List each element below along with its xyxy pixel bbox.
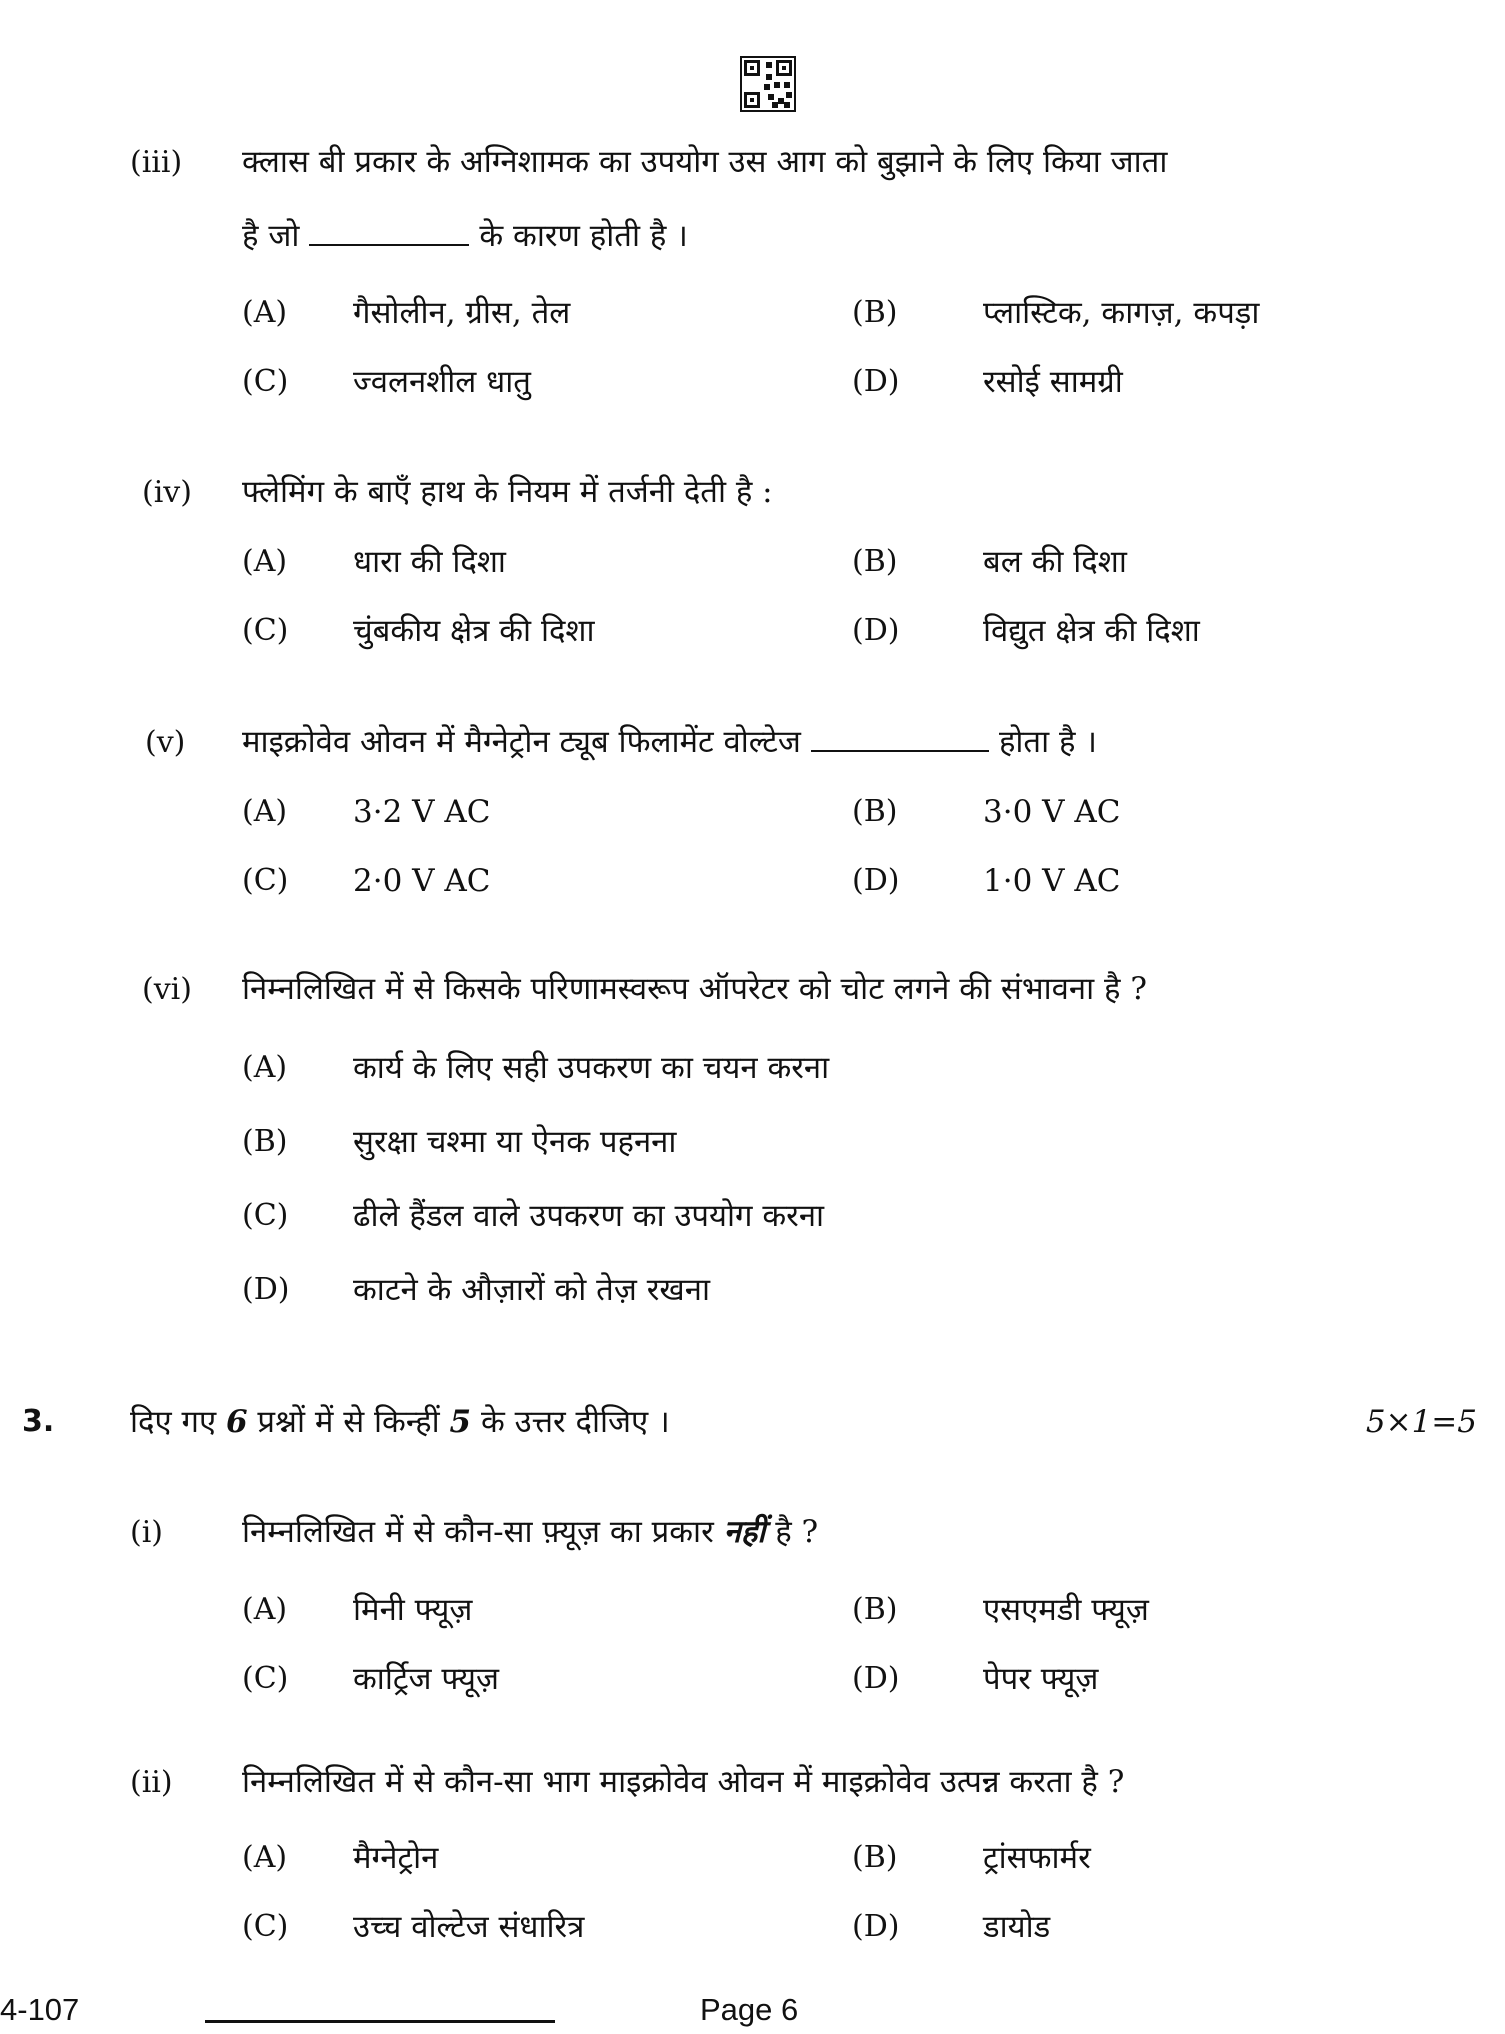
option-text: 2·0 V AC <box>353 863 491 899</box>
option-letter: (D) <box>852 613 900 648</box>
question-text: क्लास बी प्रकार के अग्निशामक का उपयोग उस आग को बुझाने के लिए किया जाता <box>242 144 1168 180</box>
option-letter: (D) <box>852 1661 900 1696</box>
option-text: प्लास्टिक, कागज़, कपड़ा <box>983 295 1260 331</box>
question-text: निम्नलिखित में से कौन-सा भाग माइक्रोवेव ओवन में माइक्रोवेव उत्पन्न करता है ? <box>242 1764 1125 1800</box>
question-text-part: है जो <box>242 218 300 254</box>
option-letter: (C) <box>242 863 289 898</box>
question-3-instruction <box>130 1402 670 1442</box>
question-text: फ्लेमिंग के बाएँ हाथ के नियम में तर्जनी देती है : <box>242 474 773 510</box>
marks-allocation: 5×1=5 <box>1365 1404 1477 1440</box>
emphasis-not: नहीं <box>723 1514 766 1550</box>
question-number: (vi) <box>142 972 192 1007</box>
instruction-part: के उत्तर दीजिए । <box>480 1404 670 1440</box>
option-letter: (D) <box>852 863 900 898</box>
instruction-count: 5 <box>449 1404 472 1440</box>
fill-blank <box>811 726 989 752</box>
question-text <box>242 722 1097 762</box>
option-letter: (C) <box>242 1661 289 1696</box>
instruction-count: 6 <box>225 1404 248 1440</box>
option-text: बल की दिशा <box>983 544 1127 580</box>
option-text: चुंबकीय क्षेत्र की दिशा <box>353 613 595 649</box>
option-text: सुरक्षा चश्मा या ऐनक पहनना <box>353 1124 677 1160</box>
paper-code: 4-107 <box>0 1992 80 2027</box>
option-text: कार्य के लिए सही उपकरण का चयन करना <box>353 1050 830 1086</box>
question-text-part: के कारण होती है । <box>479 218 688 254</box>
option-letter: (D) <box>242 1272 290 1307</box>
option-text: कार्ट्रिज फ्यूज़ <box>353 1661 500 1697</box>
option-text: ट्रांसफार्मर <box>983 1840 1091 1876</box>
question-3-number: 3. <box>22 1404 55 1439</box>
option-letter: (C) <box>242 1909 289 1944</box>
option-letter: (B) <box>852 1840 898 1875</box>
option-letter: (D) <box>852 1909 900 1944</box>
option-letter: (B) <box>242 1124 288 1159</box>
option-text: ज्वलनशील धातु <box>353 364 531 400</box>
option-letter: (A) <box>242 794 288 829</box>
option-letter: (A) <box>242 1592 288 1627</box>
question-number: (i) <box>130 1515 164 1550</box>
question-number: (v) <box>145 725 186 760</box>
option-text: मिनी फ्यूज़ <box>353 1592 473 1628</box>
option-text: 3·2 V AC <box>353 794 491 830</box>
page-number: Page 6 <box>700 1992 799 2027</box>
option-letter: (A) <box>242 544 288 579</box>
option-text: उच्च वोल्टेज संधारित्र <box>353 1909 585 1945</box>
question-text-part: माइक्रोवेव ओवन में मैग्नेट्रोन ट्यूब फिलामेंट वोल्टेज <box>242 724 801 760</box>
option-letter: (C) <box>242 1198 289 1233</box>
option-text: पेपर फ्यूज़ <box>983 1661 1099 1697</box>
option-letter: (A) <box>242 1050 288 1085</box>
option-text: एसएमडी फ्यूज़ <box>983 1592 1149 1628</box>
option-letter: (B) <box>852 1592 898 1627</box>
question-number: (iv) <box>142 475 192 510</box>
option-letter: (B) <box>852 295 898 330</box>
instruction-part: दिए गए <box>130 1404 217 1440</box>
option-text: काटने के औज़ारों को तेज़ रखना <box>353 1272 710 1308</box>
option-letter: (C) <box>242 364 289 399</box>
option-text: 3·0 V AC <box>983 794 1121 830</box>
option-text: रसोई सामग्री <box>983 364 1123 400</box>
instruction-part: प्रश्नों में से किन्हीं <box>257 1404 440 1440</box>
option-text: डायोड <box>983 1909 1051 1945</box>
option-text: 1·0 V AC <box>983 863 1121 899</box>
option-letter: (B) <box>852 794 898 829</box>
option-letter: (D) <box>852 364 900 399</box>
option-text: ढीले हैंडल वाले उपकरण का उपयोग करना <box>353 1198 825 1234</box>
option-text: धारा की दिशा <box>353 544 506 580</box>
question-text <box>242 1512 818 1552</box>
option-letter: (A) <box>242 1840 288 1875</box>
question-number: (ii) <box>130 1765 173 1800</box>
option-letter: (A) <box>242 295 288 330</box>
question-text-part: है ? <box>775 1514 819 1550</box>
question-text-part: निम्नलिखित में से कौन-सा फ़्यूज़ का प्रकार <box>242 1514 714 1550</box>
question-text-cont <box>242 216 688 256</box>
option-text: गैसोलीन, ग्रीस, तेल <box>353 295 571 331</box>
question-number: (iii) <box>130 145 183 180</box>
fill-blank <box>309 220 469 246</box>
option-text: मैग्नेट्रोन <box>353 1840 439 1876</box>
footer-rule <box>205 2020 555 2023</box>
option-text: विद्युत क्षेत्र की दिशा <box>983 613 1200 649</box>
question-text: निम्नलिखित में से किसके परिणामस्वरूप ऑपरेटर को चोट लगने की संभावना है ? <box>242 971 1147 1007</box>
question-text-part: होता है । <box>998 724 1098 760</box>
qr-code-icon <box>740 56 796 112</box>
option-letter: (C) <box>242 613 289 648</box>
option-letter: (B) <box>852 544 898 579</box>
